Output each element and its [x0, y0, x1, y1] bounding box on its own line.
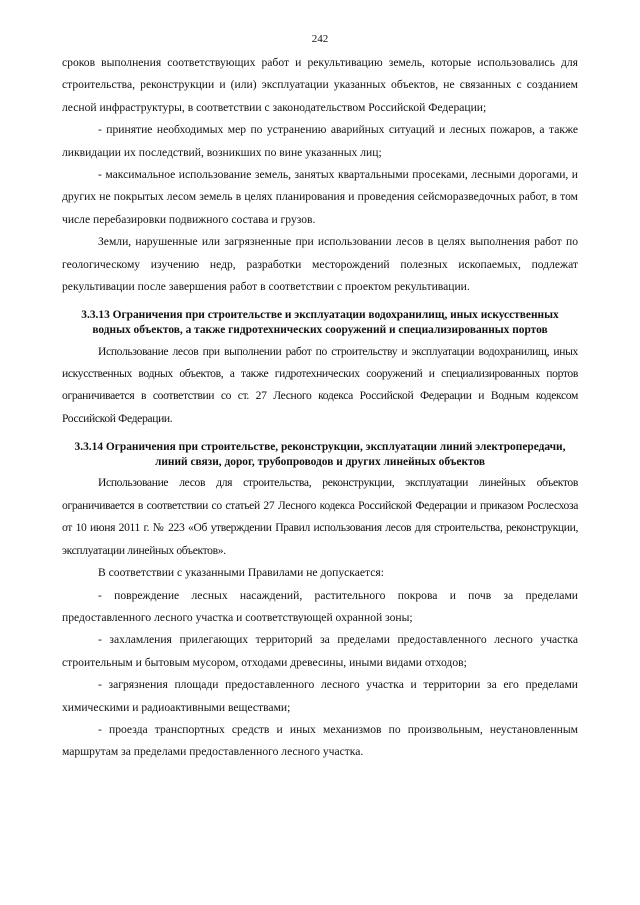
section-3-3-13-text: Использование лесов при выполнении работ по строительству и эксплуатации водохранилищ, иных искусственных водных объектов, а также гидротехнических сооружений и специализированных портов ограничивается в соответствии со ст. 27 Лесного кодекса Российской Федерации и Водным кодексом Российской Федерации.	[62, 344, 578, 425]
section-3-3-14-paragraph: Использование лесов для строительства, реконструкции, эксплуатации линейных объектов ограничивается в соответствии со статьей 27 Лесного кодекса Российской Федерации и приказом Рослесхоза от 10 июня 2011 г. № 223 «Об утверждении Правил использования лесов для строительства, реконструкции, эксплуатации линейных объектов».	[62, 476, 578, 557]
section-3-3-14-paragraph: В соответствии с указанными Правилами не допускается:	[98, 566, 384, 580]
document-body	[62, 52, 578, 764]
list-item-prohibition: - повреждение лесных насаждений, растительного покрова и почв за пределами предоставленного лесного участка и соответствующей охранной зоны;	[62, 588, 578, 624]
paragraph-recultivation: Земли, нарушенные или загрязненные при использовании лесов в целях выполнения работ по геологическому изучению недр, разработки месторождений полезных ископаемых, подлежат рекультивации после завершения работ в соответствии с проектом рекультивации.	[62, 235, 578, 294]
section-heading-3-3-14: 3.3.14 Ограничения при строительстве, реконструкции, эксплуатации линий электропередачи, линий связи, дорог, трубопроводов и других линейных объектов	[74, 441, 566, 468]
paragraph-continuation: сроков выполнения соответствующих работ и рекультивацию земель, которые использовались для строительства, реконструкции и (или) эксплуатации указанных объектов, не связанных с созданием лесной инфраструктуры, в соответствии с законодательством Российской Федерации;	[62, 56, 578, 114]
section-heading-3-3-13: 3.3.13 Ограничения при строительстве и эксплуатации водохранилищ, иных искусственных водных объектов, а также гидротехнических сооружений и специализированных портов	[81, 309, 559, 337]
page-number: 242	[311, 33, 329, 45]
list-item-emergency-measures: - принятие необходимых мер по устранению аварийных ситуаций и лесных пожаров, а также ликвидации их последствий, возникших по вине указанных лиц;	[62, 123, 578, 159]
list-item-prohibition: - захламления прилегающих территорий за пределами предоставленного лесного участка строительным и бытовым мусором, отходами древесины, иными видами отходов;	[62, 633, 578, 669]
list-item-max-land-use: - максимальное использование земель, занятых квартальными просеками, лесными дорогами, и других не покрытых лесом земель в целях планирования и проведения сейсморазведочных работ, в том числе перебазировки подвижного состава и грузов.	[62, 168, 578, 226]
list-item-prohibition: - загрязнения площади предоставленного лесного участка и территории за его пределами химическими и радиоактивными веществами;	[62, 678, 578, 714]
list-item-prohibition: - проезда транспортных средств и иных механизмов по произвольным, неустановленным маршрутам за пределами предоставленного лесного участка.	[62, 722, 578, 759]
